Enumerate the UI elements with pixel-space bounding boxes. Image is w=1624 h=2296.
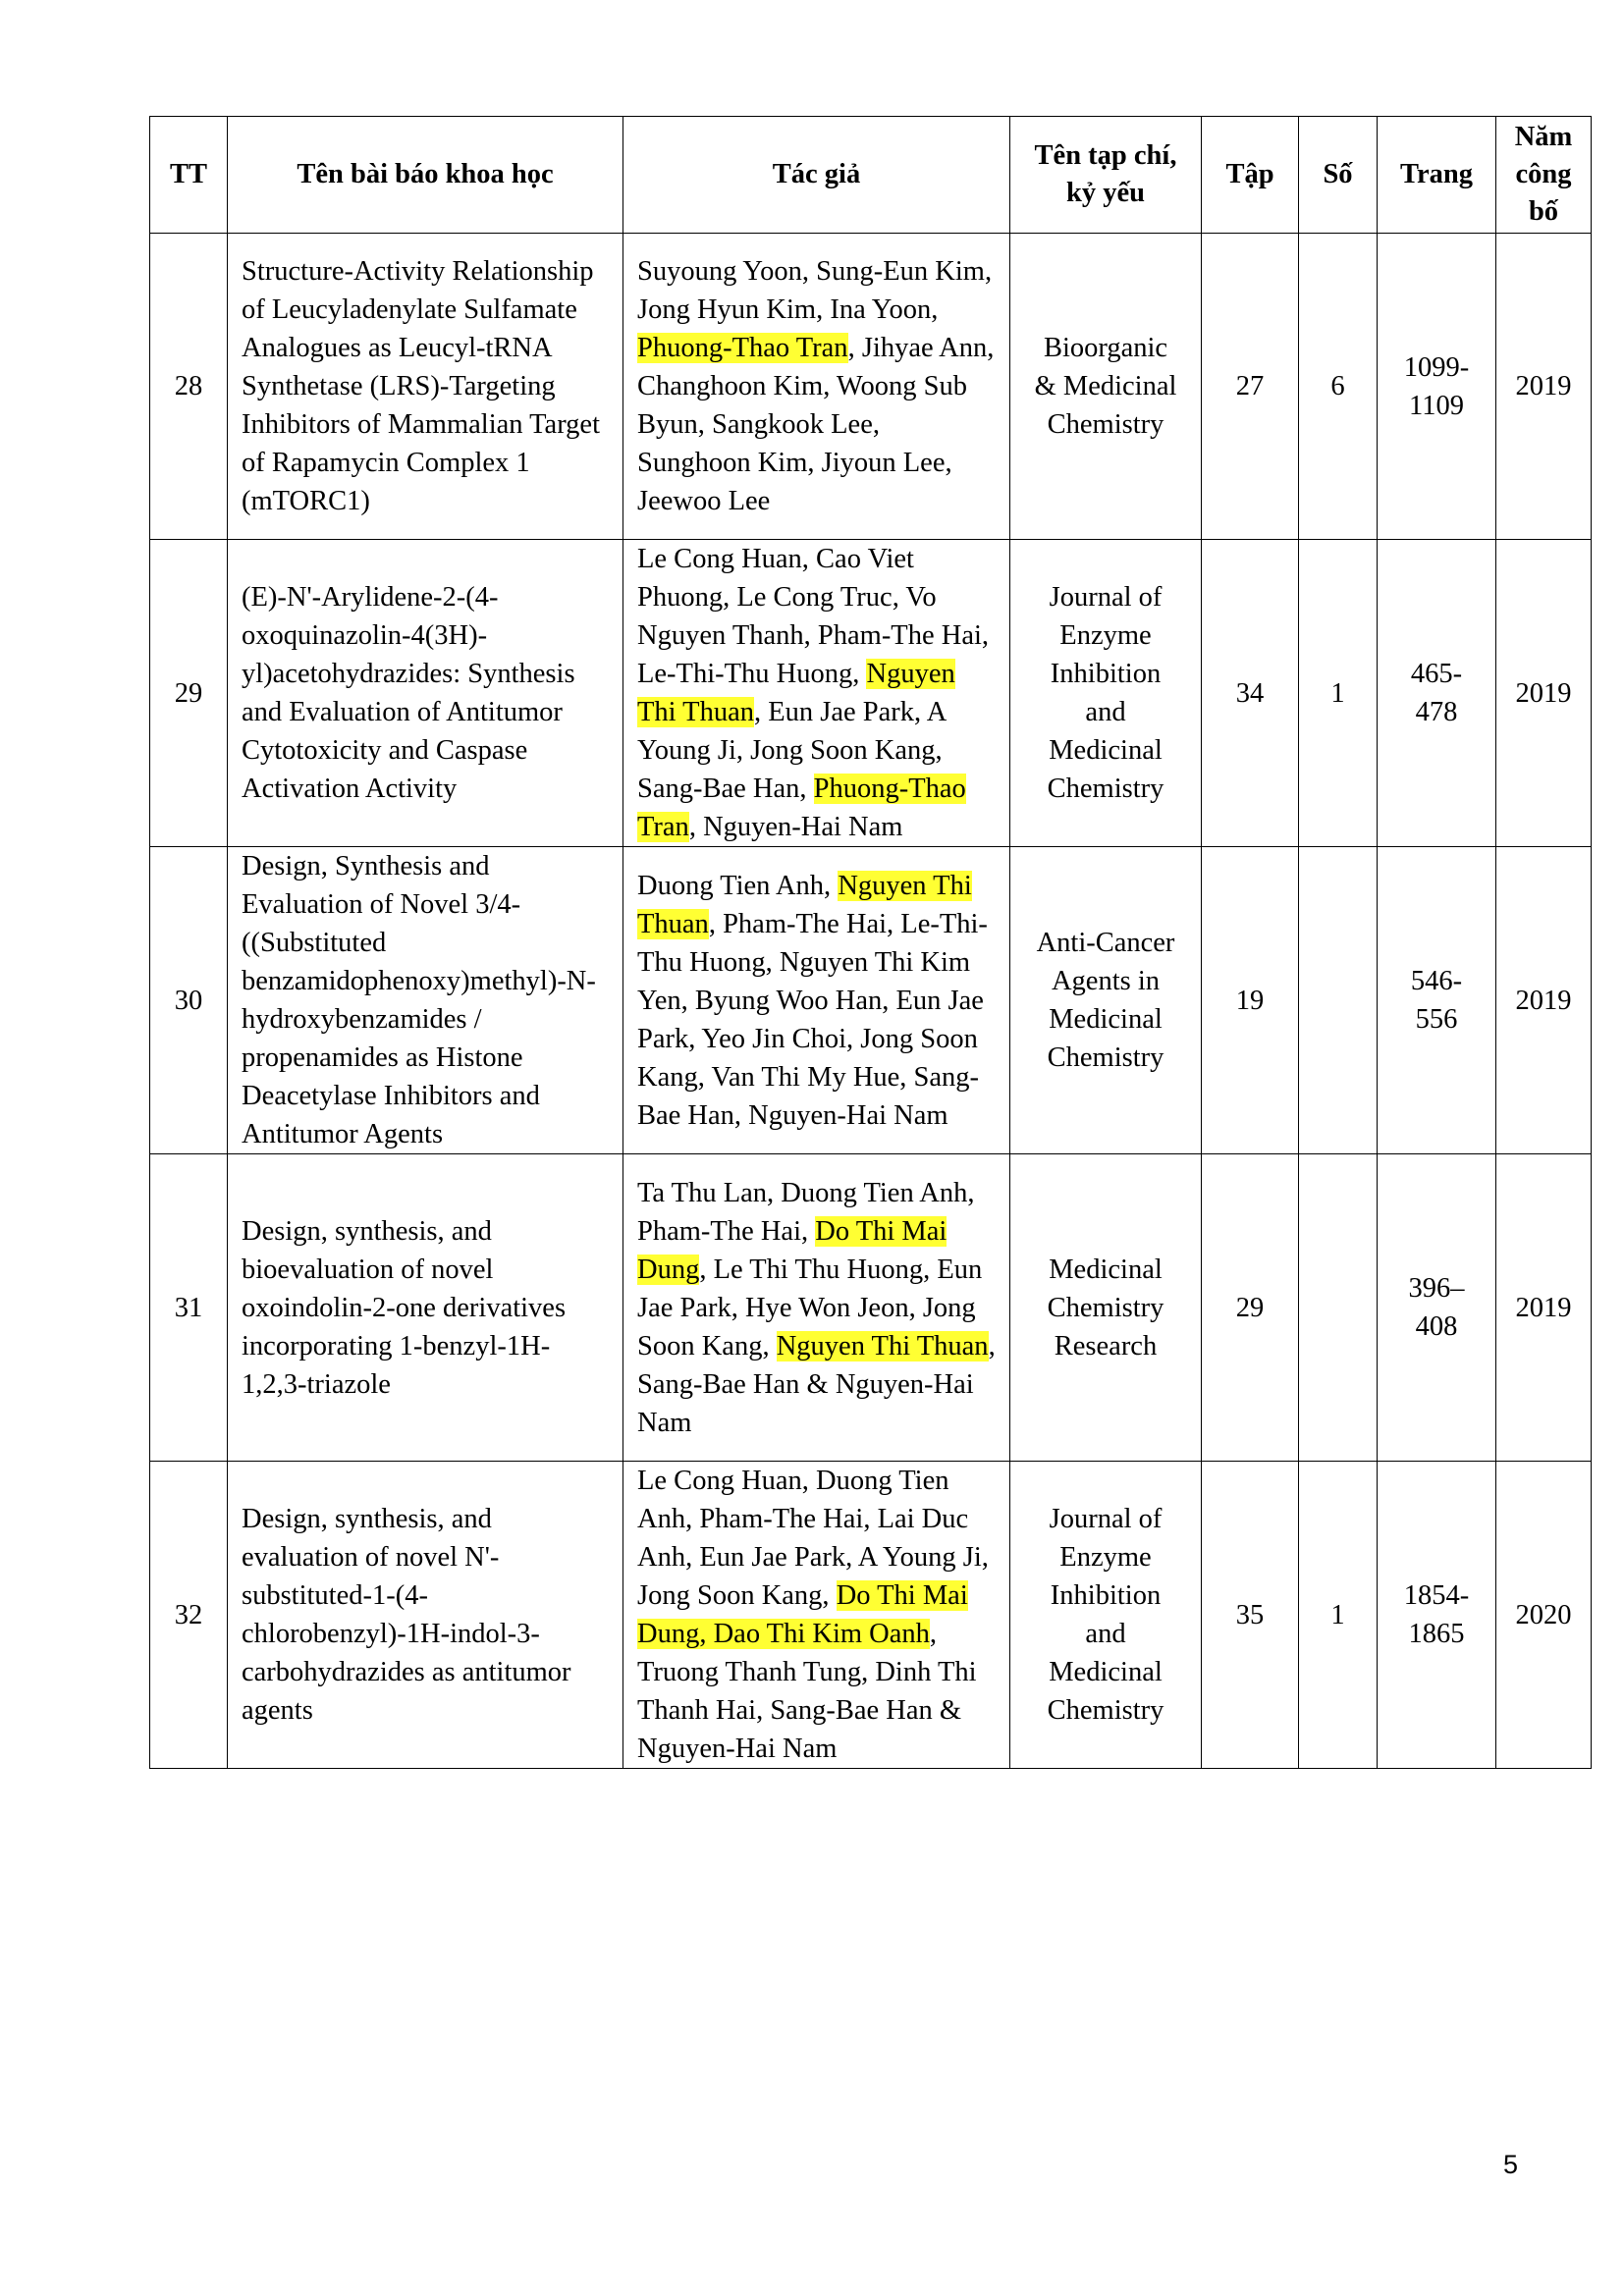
highlighted-author: Phuong-Thao Tran	[637, 774, 966, 842]
highlighted-author: Do Thi Mai Dung	[637, 1215, 947, 1285]
cell-pages: 1854-1865	[1378, 1462, 1496, 1769]
cell-year: 2019	[1496, 540, 1592, 847]
highlighted-author: Nguyen Thi Thuan	[776, 1330, 989, 1362]
cell-pages: 1099-1109	[1378, 234, 1496, 540]
author-text: , Jihyae Ann, Changhoon Kim, Woong Sub Byun, Sangkook Lee, Sunghoon Kim, Jiyoun Lee, Jeewoo Lee	[637, 333, 995, 516]
author-text: , Le Thi Thu Huong, Eun Jae Park, Hye Won Jeon, Jong Soon Kang,	[637, 1254, 983, 1362]
cell-pages: 465-478	[1378, 540, 1496, 847]
cell-title: Structure-Activity Relationship of Leucyladenylate Sulfamate Analogues as Leucyl-tRNA Synthetase (LRS)-Targeting Inhibitors of Mammalian Target of Rapamycin Complex 1 (mTORC1)	[228, 234, 623, 540]
header-row	[150, 117, 1592, 234]
cell-authors	[623, 1154, 1010, 1462]
header-issue: Số	[1299, 117, 1378, 234]
cell-tt: 32	[150, 1462, 228, 1769]
cell-issue: 1	[1299, 1462, 1378, 1769]
table-row	[150, 1154, 1592, 1462]
header-authors: Tác giả	[623, 117, 1010, 234]
highlighted-author: Nguyen Thi Thuan	[637, 870, 972, 939]
cell-authors	[623, 540, 1010, 847]
author-text: , Sang-Bae Han & Nguyen-Hai Nam	[637, 1330, 996, 1438]
cell-journal: Journal of Enzyme Inhibition and Medicinal Chemistry	[1010, 1462, 1202, 1769]
cell-tt: 29	[150, 540, 228, 847]
header-year: Năm công bố	[1496, 117, 1592, 234]
cell-year: 2019	[1496, 847, 1592, 1154]
header-tt: TT	[150, 117, 228, 234]
author-text: Ta Thu Lan, Duong Tien Anh, Pham-The Hai,	[637, 1177, 975, 1247]
table-row	[150, 540, 1592, 847]
cell-tt: 28	[150, 234, 228, 540]
cell-journal: Bioorganic & Medicinal Chemistry	[1010, 234, 1202, 540]
author-text: , Truong Thanh Tung, Dinh Thi Thanh Hai, Sang-Bae Han & Nguyen-Hai Nam	[637, 1619, 977, 1764]
cell-title: Design, Synthesis and Evaluation of Novel 3/4-((Substituted benzamidophenoxy)methyl)-N-hydroxybenzamides / propenamides as Histone Deacetylase Inhibitors and Antitumor Agents	[228, 847, 623, 1154]
cell-title: Design, synthesis, and bioevaluation of novel oxoindolin-2-one derivatives incorporating 1-benzyl-1H-1,2,3-triazole	[228, 1154, 623, 1462]
header-pages: Trang	[1378, 117, 1496, 234]
cell-pages: 546-556	[1378, 847, 1496, 1154]
cell-issue	[1299, 1154, 1378, 1462]
cell-tt: 31	[150, 1154, 228, 1462]
cell-year: 2019	[1496, 234, 1592, 540]
header-title: Tên bài báo khoa học	[228, 117, 623, 234]
author-text: Le Cong Huan, Duong Tien Anh, Pham-The Hai, Lai Duc Anh, Eun Jae Park, A Young Ji, Jong Soon Kang,	[637, 1466, 989, 1611]
cell-issue: 1	[1299, 540, 1378, 847]
author-text: , Eun Jae Park, A Young Ji, Jong Soon Kang, Sang-Bae Han,	[637, 697, 946, 804]
table-row	[150, 847, 1592, 1154]
cell-authors	[623, 1462, 1010, 1769]
cell-tt: 30	[150, 847, 228, 1154]
table-row	[150, 234, 1592, 540]
cell-volume: 19	[1202, 847, 1299, 1154]
author-text: Le Cong Huan, Cao Viet Phuong, Le Cong Truc, Vo Nguyen Thanh, Pham-The Hai, Le-Thi-Thu Huong,	[637, 544, 990, 689]
highlighted-author: Nguyen Thi Thuan	[637, 659, 955, 727]
highlighted-author: Do Thi Mai Dung, Dao Thi Kim Oanh	[637, 1580, 968, 1649]
author-text: Suyoung Yoon, Sung-Eun Kim, Jong Hyun Kim, Ina Yoon,	[637, 256, 993, 325]
page-number: 5	[1503, 2150, 1519, 2179]
author-text: , Nguyen-Hai Nam	[688, 812, 903, 842]
cell-authors	[623, 234, 1010, 540]
highlighted-author: Phuong-Thao Tran	[637, 333, 848, 363]
cell-year: 2020	[1496, 1462, 1592, 1769]
cell-issue	[1299, 847, 1378, 1154]
cell-year: 2019	[1496, 1154, 1592, 1462]
cell-pages: 396–408	[1378, 1154, 1496, 1462]
cell-volume: 34	[1202, 540, 1299, 847]
cell-authors	[623, 847, 1010, 1154]
cell-title: Design, synthesis, and evaluation of novel N'-substituted-1-(4-chlorobenzyl)-1H-indol-3-carbohydrazides as antitumor agents	[228, 1462, 623, 1769]
cell-journal: Journal of Enzyme Inhibition and Medicinal Chemistry	[1010, 540, 1202, 847]
cell-title: (E)-N'-Arylidene-2-(4-oxoquinazolin-4(3H)-yl)acetohydrazides: Synthesis and Evaluation of Antitumor Cytotoxicity and Caspase Activation Activity	[228, 540, 623, 847]
table-row	[150, 1462, 1592, 1769]
publications-table	[149, 116, 1592, 1769]
cell-volume: 29	[1202, 1154, 1299, 1462]
cell-journal: Anti-Cancer Agents in Medicinal Chemistry	[1010, 847, 1202, 1154]
author-text: Duong Tien Anh,	[637, 870, 839, 901]
header-journal: Tên tạp chí, kỷ yếu	[1010, 117, 1202, 234]
cell-journal: Medicinal Chemistry Research	[1010, 1154, 1202, 1462]
cell-volume: 27	[1202, 234, 1299, 540]
cell-issue: 6	[1299, 234, 1378, 540]
header-volume: Tập	[1202, 117, 1299, 234]
table-body	[150, 234, 1592, 1769]
author-text: , Pham-The Hai, Le-Thi-Thu Huong, Nguyen Thi Kim Yen, Byung Woo Han, Eun Jae Park, Yeo Jin Choi, Jong Soon Kang, Van Thi My Hue, Sang-Bae Han, Nguyen-Hai Nam	[637, 908, 988, 1131]
cell-volume: 35	[1202, 1462, 1299, 1769]
